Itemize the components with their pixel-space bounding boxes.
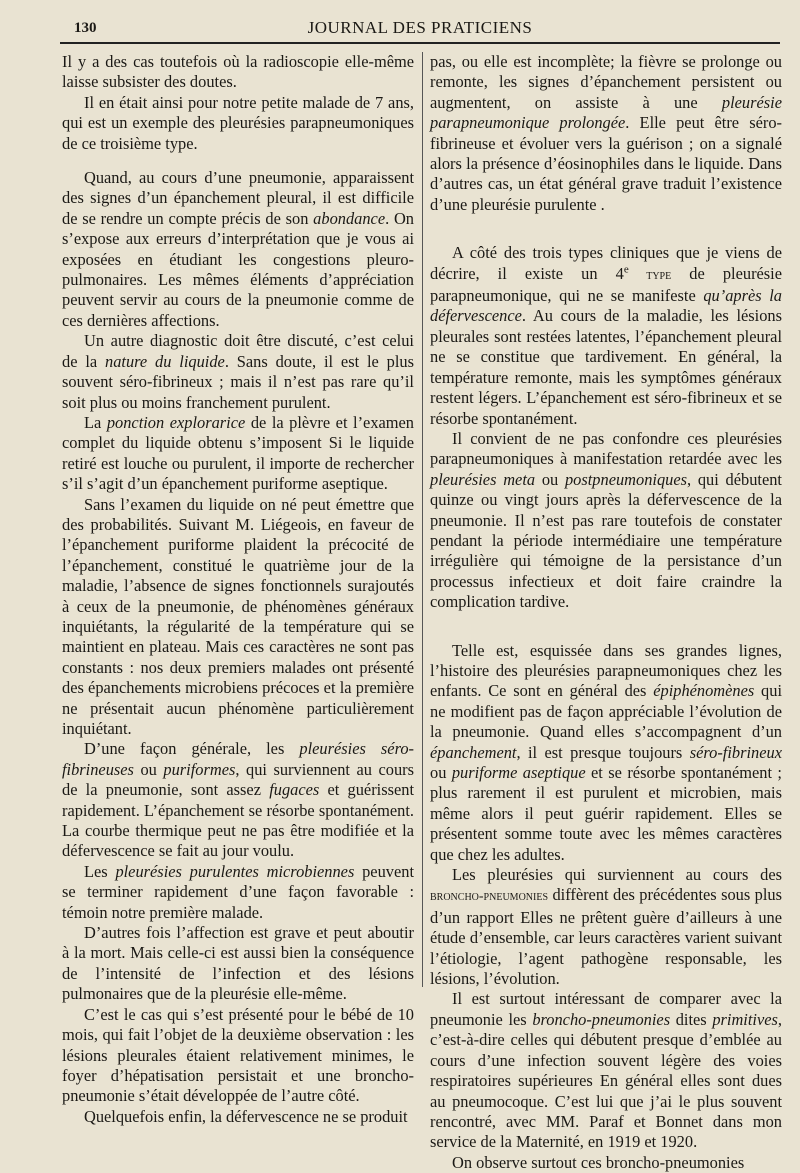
paragraph: La ponction explorarice de la plèvre et l’examen complet du liquide obtenu s’imposent Si le liquide retiré est louche ou purulent, il importe de rechercher s’il s’agit d’un épanchement puriforme aseptique.	[62, 412, 415, 494]
page-number: 130	[74, 20, 97, 36]
left-column	[62, 52, 415, 1126]
paragraph: Sans l’examen du liquide on né peut émettre que des probabilités. Suivant M. Liégeois, en faveur de l’épanchement puriforme plaident la précocité de l’épanchement, constitué le quatrième jour de la maladie, l’absence de signes fonctionnels surajoutés à ceux de la pneumonie, de phénomènes généraux inquiétants, la régularité de la température qui se maintient en plateau. Mais ces caractères ne sont pas constants : nos deux premiers malades ont présenté des épanchements microbiens précoces et la première ne présentait aucun phénomène particulièrement inquiétant.	[62, 494, 414, 738]
paragraph: D’autres fois l’affection est grave et peut aboutir à la mort. Mais celle-ci est aussi bien la conséquence de l’intensité de l’infection et des lésions pulmonaires que de la pleurésie elle-même.	[62, 923, 414, 1004]
paragraph: Il en était ainsi pour notre petite malade de 7 ans, qui est un exemple des pleurésies parapneumoniques de ce troisième type.	[62, 92, 414, 153]
paragraph: D’une façon générale, les pleurésies séro-fibrineuses ou puriformes, qui surviennent au cours de la pneumonie, sont assez fugaces et guérissent rapidement. L’épanchement se résorbe spontanément. La courbe thermique peut ne pas être modifiée et la défervescence se fait au jour voulu.	[62, 739, 414, 861]
paragraph: Telle est, esquissée dans ses grandes lignes, l’histoire des pleurésies parapneumoniques chez les enfants. Ce sont en général des épiphénomènes qui ne modifient pas de façon appréciable l’évolution de la pneumonie. Quand elles s’accompagnent d’un épanchement, il est presque toujours séro-fibrineux ou puriforme aseptique et se résorbe spontanément ; plus rarement il est purulent et microbien, mais même alors il peut guérir rapidement. Elles se présentent somme toute avec les mêmes caractères que chez les adultes.	[430, 640, 782, 864]
paragraph: Les pleurésies purulentes microbiennes peuvent se terminer rapidement d’une façon favorable : témoin notre première malade.	[62, 861, 414, 922]
paragraph: On observe surtout ces broncho-pneumonies	[452, 1152, 745, 1172]
journal-title: JOURNAL DES PRATICIENS	[307, 18, 533, 37]
paragraph: Un autre diagnostic doit être discuté, c’est celui de la nature du liquide. Sans doute, il est le plus souvent séro-fibrineux ; mais il n’est pas rare qu’il soit plus ou moins franchement purulent.	[62, 331, 414, 412]
paragraph: C’est le cas qui s’est présenté pour le bébé de 10 mois, qui fait l’objet de la deuxième observation : les lésions pleurales étaient relativement minimes, le foyer d’hépatisation persistait et une broncho-pneumonie s’était développée de l’autre côté.	[62, 1004, 414, 1106]
paragraph: A côté des trois types cliniques que je viens de décrire, il existe un 4e type de pleurésie parapneumonique, qui ne se manifeste qu’après la défervescence. Au cours de la maladie, les lésions pleurales sont restées latentes, l’épanchement pleural ne se constitue que tardivement. En général, la température remonte, mais les symptômes généraux restent légers. L’épanchement est séro-fibrineux et se résorbe spontanément.	[430, 243, 783, 428]
paragraph: Il y a des cas toutefois où la radioscopie elle-même laisse subsister des doutes.	[62, 52, 414, 92]
paragraph: Il est surtout intéressant de comparer avec la pneumonie les broncho-pneumonies dites primitives, c’est-à-dire celles qui débutent presque d’emblée au cours d’une infection souvent légère des voies respiratoires supérieures En général elles sont dues au pneumocoque. C’est lui que j’ai le plus souvent rencontré, avec MM. Paraf et Bonnet dans mon service de la Maternité, en 1919 et 1920.	[430, 989, 782, 1152]
paragraph: pas, ou elle est incomplète; la fièvre se prolonge ou remonte, les signes d’épanchement persistent ou augmentent, on assiste à une pleurésie parapneumonique prolongée. Elle peut être séro-fibrineuse et évoluer vers la guérison ; on a signalé alors la présence d’éosinophiles dans le liquide. Dans d’autres cas, un état général grave traduit l’existence d’une pleurésie purulente .	[430, 52, 782, 214]
paragraph: Les pleurésies qui surviennent au cours des broncho-pneumonies diffèrent des précédentes sous plus d’un rapport Elles ne prêtent guère d’ailleurs à une étude d’ensemble, car leurs caractères varient suivant l’étiologie, l’agent pathogène responsable, les lésions, l’évolution.	[430, 865, 782, 989]
column-divider	[422, 52, 423, 987]
paragraph: Quelquefois enfin, la défervescence ne se produit	[84, 1106, 408, 1126]
paragraph: Quand, au cours d’une pneumonie, apparaissent des signes d’un épanchement pleural, il est difficile de se rendre un compte précis de son abondance. On s’expose aux erreurs d’interprétation que je vous ai exposées en étudiant les congestions pleuro-pulmonaires. Les mêmes éléments d’appréciation peuvent servir au cours de la pneumonie comme de ces dernières affections.	[62, 168, 414, 330]
page-header	[60, 14, 780, 44]
paragraph: Il convient de ne pas confondre ces pleurésies parapneumoniques à manifestation retardée avec les pleurésies meta ou postpneumoniques, qui débutent quinze ou vingt jours après la défervescence de la pneumonie. Il n’est pas rare toutefois de constater pendant la période intermédiaire une température irrégulière qui témoigne de la persistance d’un processus infectieux et doit faire craindre la complication tardive.	[430, 428, 782, 612]
right-column	[430, 52, 783, 1172]
